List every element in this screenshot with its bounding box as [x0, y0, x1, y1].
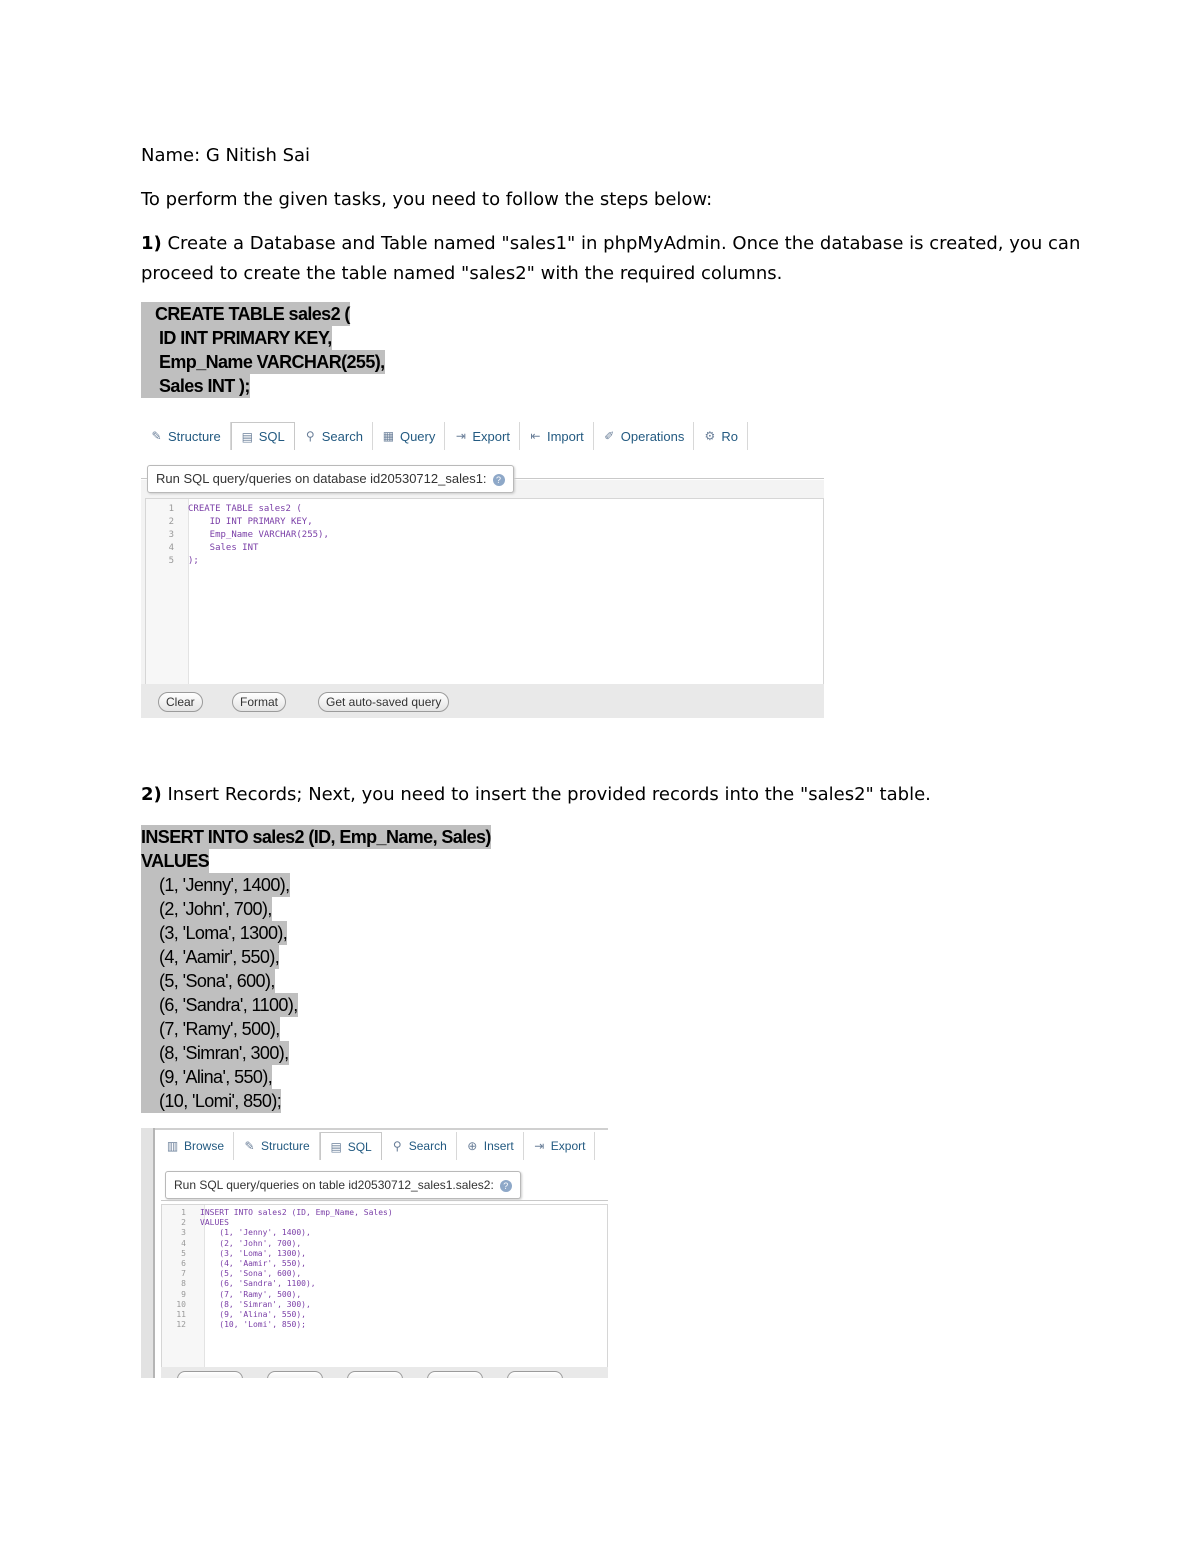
line-number: 8 — [181, 1279, 186, 1289]
step2-sql-block — [141, 825, 491, 1113]
code-line — [170, 1310, 393, 1320]
sql-line: (5, 'Sona', 600), — [141, 969, 275, 993]
code-text: (10, 'Lomi', 850); — [200, 1320, 306, 1330]
operations-icon: ✐ — [604, 429, 615, 443]
tab-label: Operations — [620, 428, 685, 444]
browse-icon: ▥ — [166, 1139, 179, 1153]
code-text: (4, 'Aamir', 550), — [200, 1259, 306, 1269]
sql-icon: ▤ — [330, 1139, 342, 1154]
code-text: VALUES — [200, 1218, 229, 1228]
get-auto-saved-query-button[interactable] — [347, 1371, 403, 1378]
format-button[interactable]: Format — [232, 692, 286, 712]
help-icon[interactable]: ? — [493, 474, 505, 486]
tab-label: Export — [550, 1139, 586, 1153]
sql-line: Sales INT ); — [141, 374, 250, 398]
sql-code[interactable] — [156, 503, 329, 568]
line-number: 9 — [181, 1289, 186, 1299]
tab-label: Browse — [184, 1139, 225, 1153]
code-text: (8, 'Simran', 300), — [200, 1299, 311, 1309]
tab-operations[interactable] — [594, 422, 695, 450]
code-line — [156, 529, 329, 542]
tab-search[interactable] — [382, 1132, 457, 1160]
sql-code[interactable] — [170, 1208, 393, 1330]
tab-label: Ro — [721, 428, 739, 444]
sql-line: (6, 'Sandra', 1100), — [141, 993, 298, 1017]
tab-label: Export — [472, 428, 510, 444]
phpmyadmin-screenshot-create — [141, 420, 824, 718]
line-number: 3 — [168, 530, 174, 540]
tab-bar — [157, 1132, 595, 1160]
sql-line: (10, 'Lomi', 850); — [141, 1089, 281, 1113]
import-icon: ⇤ — [530, 429, 541, 443]
sql-legend — [147, 465, 514, 493]
code-line — [170, 1228, 393, 1238]
tab-label: SQL — [258, 429, 285, 444]
step1-paragraph — [141, 229, 1081, 289]
code-text: (5, 'Sona', 600), — [200, 1269, 302, 1279]
code-text: ); — [188, 556, 199, 566]
code-text: Sales INT — [188, 543, 259, 553]
legend-text: Run SQL query/queries on database id20530712_sales1: — [156, 471, 487, 486]
step2-text: Insert Records; Next, you need to insert the provided records into the "sales2" table. — [161, 784, 931, 805]
line-number: 2 — [181, 1218, 186, 1228]
tab-bar — [141, 422, 748, 450]
sql-line: (4, 'Aamir', 550), — [141, 945, 279, 969]
tab-sql[interactable] — [231, 422, 295, 450]
code-text: (2, 'John', 700), — [200, 1238, 302, 1248]
structure-icon: ✎ — [151, 429, 162, 443]
sql-line: (7, 'Ramy', 500), — [141, 1017, 280, 1041]
intro-text: To perform the given tasks, you need to follow the steps below: — [141, 189, 713, 210]
tab-label: Structure — [261, 1139, 310, 1153]
step2-paragraph — [141, 780, 1081, 810]
code-text: (6, 'Sandra', 1100), — [200, 1279, 316, 1289]
step1-text: Create a Database and Table named "sales1" in phpMyAdmin. Once the database is created, you can proceed to create the table named "sales2" with the required columns. — [141, 233, 1081, 284]
sql-line: INSERT INTO sales2 (ID, Emp_Name, Sales) — [141, 827, 491, 847]
routines-icon: ⚙ — [704, 429, 716, 443]
line-number: 12 — [176, 1320, 186, 1330]
code-text: ID INT PRIMARY KEY, — [188, 517, 313, 527]
query-icon: ▦ — [382, 429, 395, 443]
line-number: 1 — [181, 1208, 186, 1217]
code-line — [170, 1259, 393, 1269]
line-number: 4 — [168, 543, 174, 553]
line-number: 6 — [181, 1259, 186, 1269]
code-line — [170, 1320, 393, 1330]
sql-line: ID INT PRIMARY KEY, — [141, 326, 332, 350]
code-line — [170, 1279, 393, 1289]
sql-line: (1, 'Jenny', 1400), — [141, 873, 290, 897]
code-line — [170, 1239, 393, 1249]
sql-line: (8, 'Simran', 300), — [141, 1041, 289, 1065]
search-icon: ⚲ — [305, 429, 315, 443]
help-icon[interactable]: ? — [500, 1180, 512, 1192]
clear-button[interactable] — [177, 1371, 243, 1378]
code-line — [170, 1249, 393, 1259]
get-auto-saved-query-button[interactable]: Get auto-saved query — [318, 692, 449, 712]
line-number: 11 — [176, 1310, 186, 1320]
bind-parameters-button[interactable] — [427, 1371, 483, 1378]
line-number: 3 — [181, 1228, 186, 1238]
step1-sql-block — [141, 302, 385, 398]
tab-label: SQL — [347, 1139, 372, 1154]
tab-label: Import — [546, 428, 584, 444]
code-text: (9, 'Alina', 550), — [200, 1310, 306, 1320]
sql-line: Emp_Name VARCHAR(255), — [141, 350, 385, 374]
line-number: 10 — [176, 1299, 186, 1309]
tab-insert[interactable] — [457, 1132, 524, 1160]
sql-editor[interactable] — [161, 1204, 608, 1369]
code-line — [156, 516, 329, 529]
code-text: CREATE TABLE sales2 ( — [188, 504, 302, 514]
name-line: Name: G Nitish Sai — [141, 145, 311, 166]
sql-line: (9, 'Alina', 550), — [141, 1065, 272, 1089]
tab-query[interactable] — [373, 422, 445, 450]
code-text: (1, 'Jenny', 1400), — [200, 1228, 311, 1238]
sql-legend — [165, 1171, 521, 1199]
export-icon: ⇥ — [534, 1139, 545, 1153]
options-button[interactable] — [507, 1371, 563, 1378]
export-icon: ⇥ — [455, 429, 466, 443]
tab-ro[interactable] — [694, 422, 748, 450]
tab-structure[interactable] — [141, 422, 231, 450]
line-number: 7 — [181, 1269, 186, 1279]
clear-button[interactable]: Clear — [158, 692, 203, 712]
editor-button-row — [141, 684, 824, 718]
line-number: 1 — [168, 504, 174, 514]
tab-label: Search — [408, 1139, 447, 1153]
sql-line: CREATE TABLE sales2 ( — [141, 302, 350, 326]
format-button[interactable] — [267, 1371, 323, 1378]
code-line — [170, 1269, 393, 1279]
line-number: 4 — [181, 1238, 186, 1248]
code-text: (7, 'Ramy', 500), — [200, 1289, 302, 1299]
search-icon: ⚲ — [392, 1139, 402, 1153]
code-text: Emp_Name VARCHAR(255), — [188, 530, 329, 540]
step1-number: 1) — [141, 233, 162, 254]
tab-label: Search — [321, 428, 363, 444]
legend-text: Run SQL query/queries on table id20530712_sales1.sales2: — [174, 1178, 494, 1192]
code-line — [156, 503, 329, 516]
sql-line: (3, 'Loma', 1300), — [141, 921, 287, 945]
code-line — [156, 542, 329, 555]
tab-label: Insert — [483, 1139, 514, 1153]
code-text: INSERT INTO sales2 (ID, Emp_Name, Sales) — [200, 1208, 393, 1217]
code-line — [156, 555, 329, 568]
tab-export[interactable] — [524, 1132, 596, 1160]
code-line — [170, 1208, 393, 1218]
line-number: 2 — [168, 517, 174, 527]
code-line — [170, 1300, 393, 1310]
sql-line: (2, 'John', 700), — [141, 897, 272, 921]
tab-label: Query — [399, 428, 436, 444]
sql-editor[interactable] — [145, 498, 824, 686]
insert-icon: ⊕ — [467, 1139, 478, 1153]
step2-number: 2) — [141, 784, 162, 805]
tab-search[interactable] — [295, 422, 373, 450]
code-text: (3, 'Loma', 1300), — [200, 1248, 306, 1258]
sql-line: VALUES — [141, 851, 210, 871]
tab-import[interactable] — [520, 422, 594, 450]
tab-structure[interactable] — [234, 1132, 320, 1160]
phpmyadmin-screenshot-insert — [141, 1128, 608, 1378]
tab-sql[interactable] — [320, 1132, 382, 1160]
sql-icon: ▤ — [241, 429, 253, 444]
line-number: 5 — [181, 1248, 186, 1258]
line-number: 5 — [168, 556, 174, 566]
code-line — [170, 1218, 393, 1228]
structure-icon: ✎ — [244, 1139, 255, 1153]
code-line — [170, 1290, 393, 1300]
tab-browse[interactable] — [157, 1132, 234, 1160]
tab-label: Structure — [168, 428, 221, 444]
tab-export[interactable] — [445, 422, 520, 450]
